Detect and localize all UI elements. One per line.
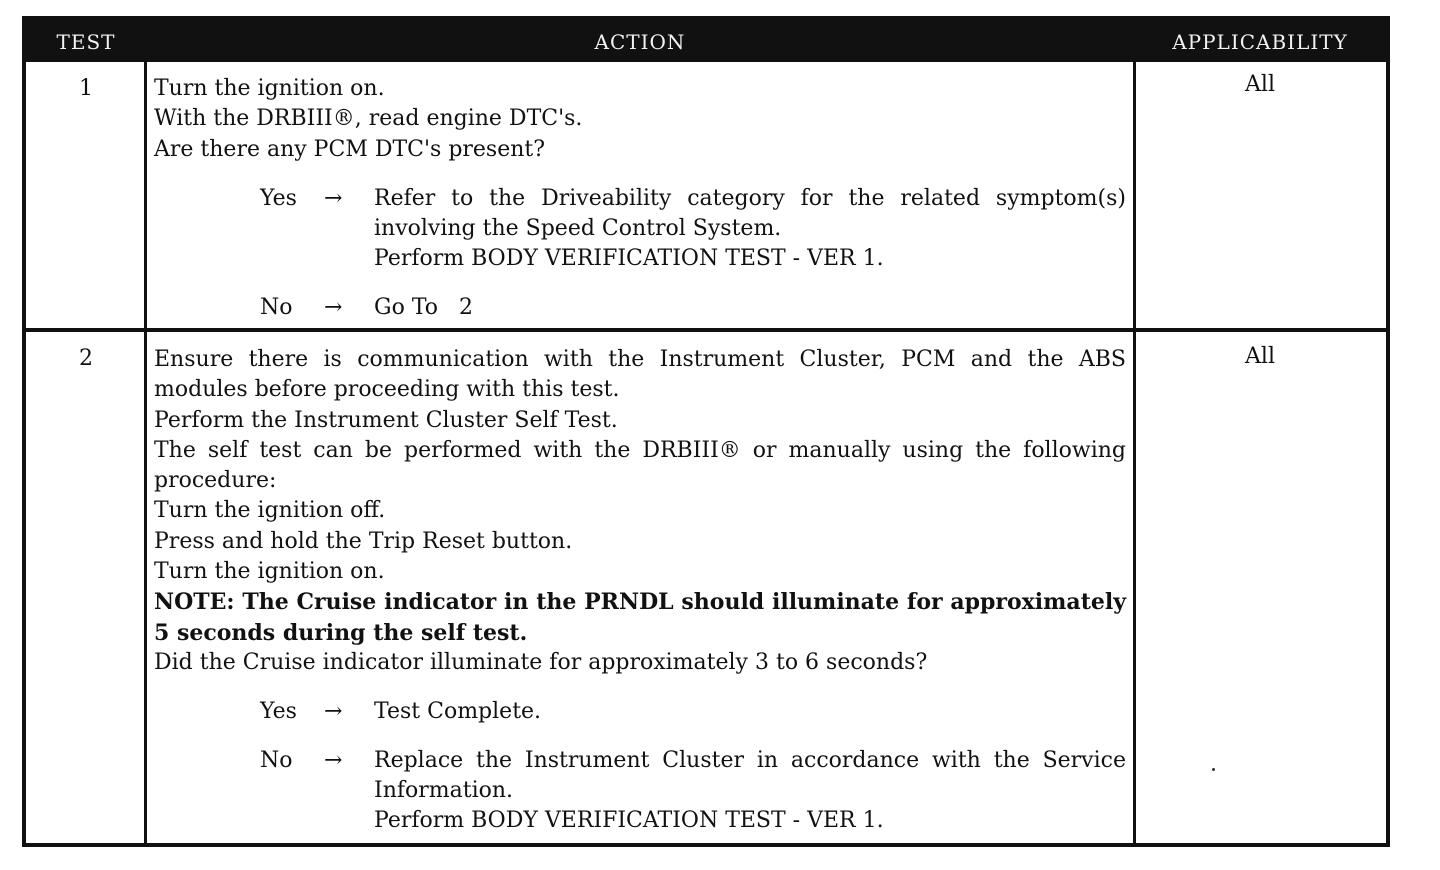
answer-yes: [154, 697, 1126, 727]
answer-line: Perform BODY VERIFICATION TEST - VER 1.: [374, 245, 884, 271]
action-line: The self test can be performed with the DRBIII® or manually using the following procedure:: [154, 437, 1126, 494]
question-text: Did the Cruise indicator illuminate for approximately 3 to 6 seconds?: [154, 649, 928, 675]
header-applicability: APPLICABILITY: [1172, 30, 1348, 54]
arrow-icon: →: [324, 748, 343, 774]
answer-line: Go To 2: [374, 294, 473, 320]
applicability-value: All: [1245, 344, 1275, 369]
arrow-icon: →: [324, 294, 343, 320]
scan-speck: [1212, 768, 1215, 771]
answer-no: [154, 746, 1126, 836]
column-divider: [144, 62, 147, 843]
answer-label: No: [260, 294, 293, 320]
action-line: Press and hold the Trip Reset button.: [154, 528, 573, 554]
answer-line: Test Complete.: [374, 699, 542, 725]
answer-line: Replace the Instrument Cluster in accordance with the Service Information.: [374, 748, 1126, 804]
header-test: TEST: [56, 30, 116, 54]
column-divider: [1133, 62, 1136, 843]
answer-label: No: [260, 748, 293, 774]
action-line: Turn the ignition off.: [154, 498, 386, 524]
test-number: 1: [79, 76, 93, 101]
action-line: Turn the ignition on.: [154, 559, 385, 585]
test-number: 2: [79, 346, 93, 371]
action-line: Perform the Instrument Cluster Self Test.: [154, 407, 618, 433]
header-action: ACTION: [594, 30, 686, 54]
answer-label: Yes: [260, 699, 297, 725]
action-line: With the DRBIII®, read engine DTC's.: [154, 106, 583, 132]
arrow-icon: →: [324, 699, 343, 725]
applicability-value: All: [1245, 72, 1275, 97]
answer-line: Perform BODY VERIFICATION TEST - VER 1.: [374, 808, 884, 834]
action-line: Are there any PCM DTC's present?: [154, 136, 546, 162]
row-divider: [26, 328, 1386, 332]
test-1-action: [154, 74, 1126, 323]
answer-yes: [154, 184, 1126, 274]
note-text: NOTE: The Cruise indicator in the PRNDL should illuminate for approximately 5 seconds during the self test.: [154, 589, 1126, 646]
arrow-icon: →: [324, 185, 343, 211]
answer-no: [154, 293, 1126, 323]
diagnostic-test-table: [22, 16, 1390, 847]
action-line: Turn the ignition on.: [154, 76, 385, 101]
table-header: [26, 20, 1386, 62]
action-line: Ensure there is communication with the Instrument Cluster, PCM and the ABS modules before proceeding with this test.: [154, 347, 1126, 403]
answer-label: Yes: [260, 185, 297, 211]
test-2-action: [154, 345, 1126, 836]
answer-line: Refer to the Driveability category for the related symptom(s) involving the Speed Control System.: [374, 185, 1126, 241]
